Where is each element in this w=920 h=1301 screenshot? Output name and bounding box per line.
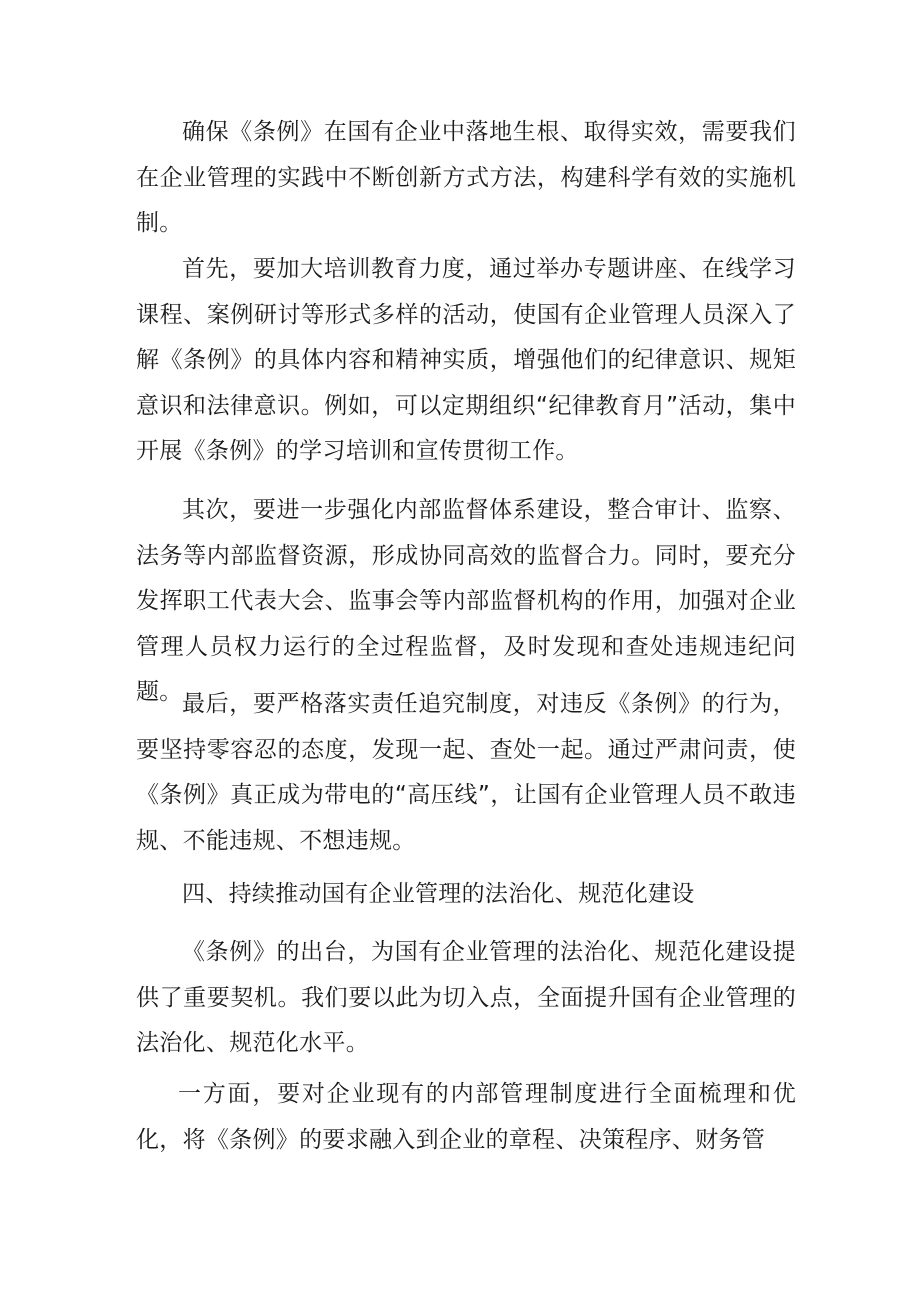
paragraph-third-accountability: 最后，要严格落实责任追究制度，对违反《条例》的行为，要坚持零容忍的态度，发现一起、查处一起。通过严肃问责，使《条例》真正成为带电的“高压线”，让国有企业管理人员不敢违规、不能违规、不想违规。 xyxy=(136,691,796,854)
paragraph-rule-of-law: 《条例》的出台，为国有企业管理的法治化、规范化建设提供了重要契机。我们要以此为切入点，全面提升国有企业管理的法治化、规范化水平。 xyxy=(136,939,796,1056)
section-heading-four: 四、持续推动国有企业管理的法治化、规范化建设 xyxy=(182,881,695,907)
paragraph-first-training: 首先，要加大培训教育力度，通过举办专题讲座、在线学习课程、案例研讨等形式多样的活动，使国有企业管理人员深入了解《条例》的具体内容和精神实质，增强他们的纪律意识、规矩意识和法律意识。例如，可以定期组织“纪律教育月”活动，集中开展《条例》的学习培训和宣传贯彻工作。 xyxy=(136,256,796,464)
paragraph-second-supervision: 其次，要进一步强化内部监督体系建设，整合审计、监察、法务等内部监督资源，形成协同高效的监督合力。同时，要充分发挥职工代表大会、监事会等内部监督机构的作用，加强对企业管理人员权力运行的全过程监督，及时发现和查处违规违纪问题。 xyxy=(136,497,796,705)
paragraph-on-one-hand: 一方面，要对企业现有的内部管理制度进行全面梳理和优化，将《条例》的要求融入到企业的章程、决策程序、财务管 xyxy=(136,1081,796,1153)
paragraph-implementation-mechanism: 确保《条例》在国有企业中落地生根、取得实效，需要我们在企业管理的实践中不断创新方式方法，构建科学有效的实施机制。 xyxy=(136,119,796,236)
